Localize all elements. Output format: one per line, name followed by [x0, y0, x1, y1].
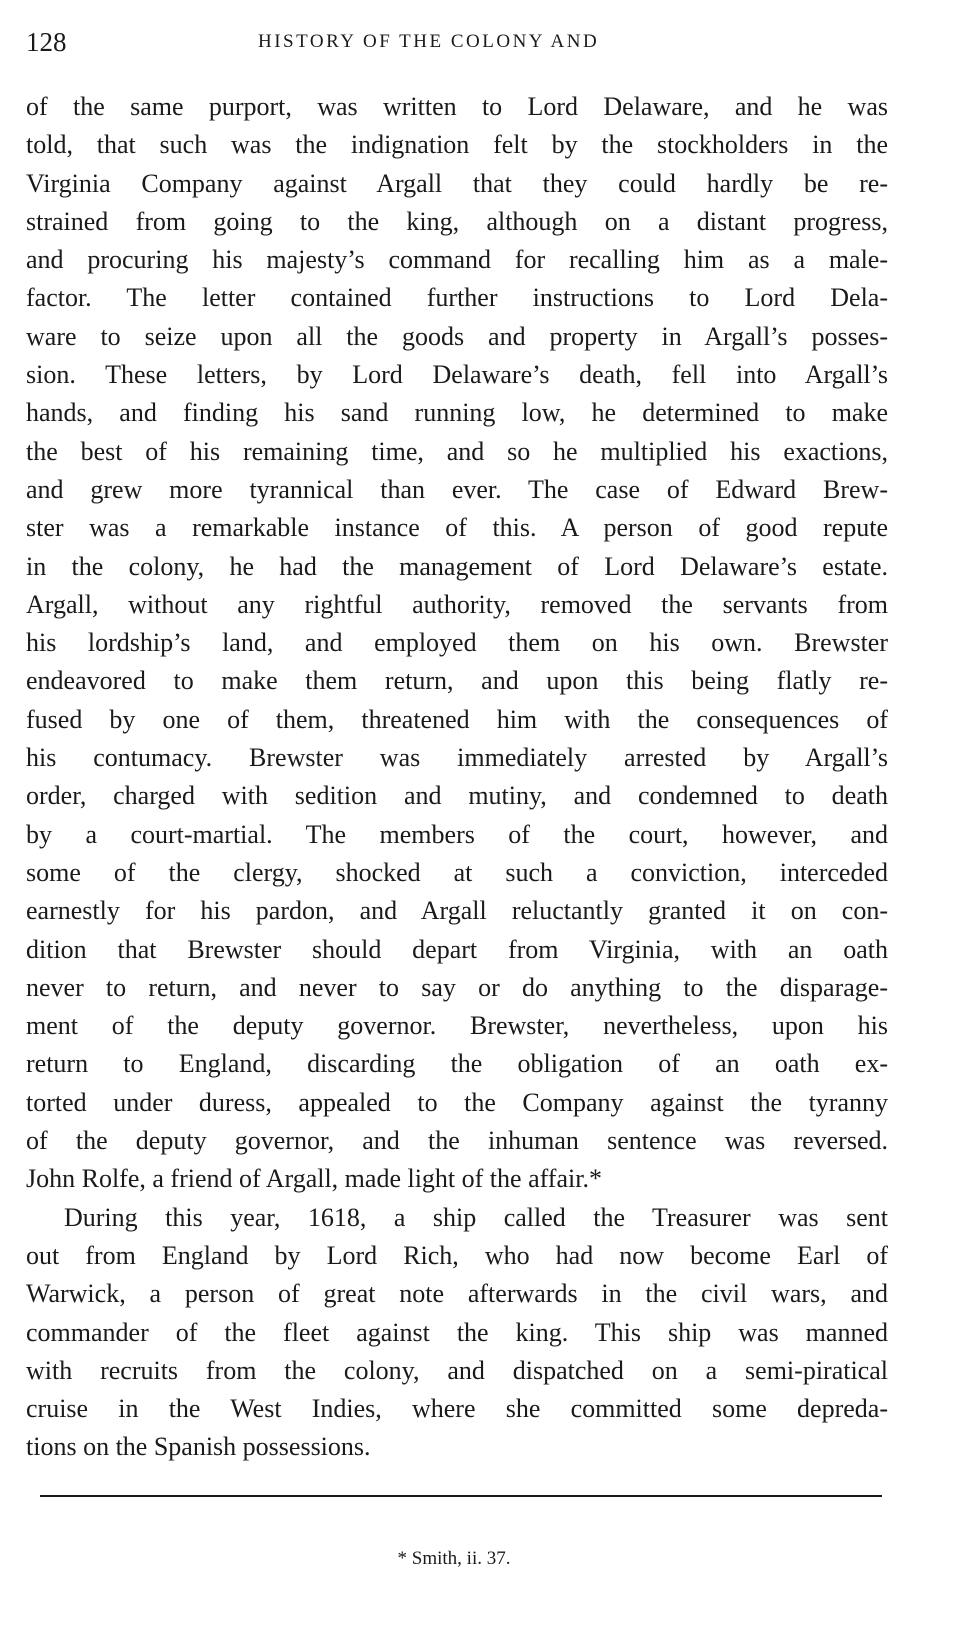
- text-line: and grew more tyrannical than ever. The case of Edward Brew-: [26, 474, 888, 504]
- text-line: of the same purport, was written to Lord Delaware, and he was: [26, 92, 888, 121]
- text-line: fused by one of them, threatened him with the consequences of: [26, 704, 888, 734]
- text-line: commander of the fleet against the king. This ship was manned: [26, 1317, 888, 1347]
- running-title: HISTORY OF THE COLONY AND: [258, 31, 600, 52]
- footnote: * Smith, ii. 37.: [397, 1548, 511, 1569]
- text-line: never to return, and never to say or do anything to the disparage-: [26, 972, 888, 1002]
- text-line: ment of the deputy governor. Brewster, nevertheless, upon his: [26, 1011, 888, 1041]
- body-text: [26, 88, 888, 1467]
- text-line: ware to seize upon all the goods and property in Argall’s posses-: [26, 321, 888, 351]
- running-head: [26, 22, 888, 62]
- text-line: endeavored to make them return, and upon this being flatly re-: [26, 666, 888, 696]
- text-line: his lordship’s land, and employed them on his own. Brewster: [26, 628, 888, 658]
- text-line: told, that such was the indignation felt by the stockholders in the: [26, 130, 888, 160]
- text-line: John Rolfe, a friend of Argall, made light of the affair.*: [26, 1164, 602, 1194]
- text-line: and procuring his majesty’s command for recalling him as a male-: [26, 245, 888, 275]
- text-line: ster was a remarkable instance of this. A person of good repute: [26, 513, 888, 543]
- paragraph-1: [26, 88, 888, 1199]
- text-line: strained from going to the king, although on a distant progress,: [26, 206, 888, 236]
- text-line: tions on the Spanish possessions.: [26, 1432, 371, 1462]
- text-line: cruise in the West Indies, where she committed some depreda-: [26, 1394, 888, 1424]
- paragraph-2: [26, 1199, 888, 1467]
- text-line: by a court-martial. The members of the court, however, and: [26, 819, 888, 849]
- text-line: sion. These letters, by Lord Delaware’s death, fell into Argall’s: [26, 360, 888, 390]
- text-line: During this year, 1618, a ship called the Treasurer was sent: [64, 1202, 888, 1232]
- text-line: torted under duress, appealed to the Company against the tyranny: [26, 1087, 888, 1117]
- text-line: hands, and finding his sand running low, he determined to make: [26, 398, 888, 428]
- text-line: out from England by Lord Rich, who had now become Earl of: [26, 1240, 888, 1270]
- text-line: with recruits from the colony, and dispatched on a semi-piratical: [26, 1355, 888, 1385]
- text-line: Argall, without any rightful authority, removed the servants from: [26, 589, 888, 619]
- text-line: some of the clergy, shocked at such a conviction, interceded: [26, 857, 888, 887]
- text-line: Virginia Company against Argall that they could hardly be re-: [26, 168, 888, 198]
- text-line: earnestly for his pardon, and Argall reluctantly granted it on con-: [26, 896, 888, 926]
- text-line: factor. The letter contained further instructions to Lord Dela-: [26, 283, 888, 313]
- text-line: dition that Brewster should depart from Virginia, with an oath: [26, 934, 888, 964]
- text-line: return to England, discarding the obligation of an oath ex-: [26, 1049, 888, 1079]
- footnote-rule: [40, 1495, 882, 1497]
- text-line: in the colony, he had the management of Lord Delaware’s estate.: [26, 551, 888, 581]
- text-line: his contumacy. Brewster was immediately arrested by Argall’s: [26, 743, 888, 773]
- text-line: Warwick, a person of great note afterwards in the civil wars, and: [26, 1279, 888, 1309]
- text-line: the best of his remaining time, and so he multiplied his exactions,: [26, 436, 888, 466]
- text-line: of the deputy governor, and the inhuman sentence was reversed.: [26, 1126, 888, 1156]
- text-line: order, charged with sedition and mutiny, and condemned to death: [26, 781, 888, 811]
- page-number: 128: [26, 27, 67, 57]
